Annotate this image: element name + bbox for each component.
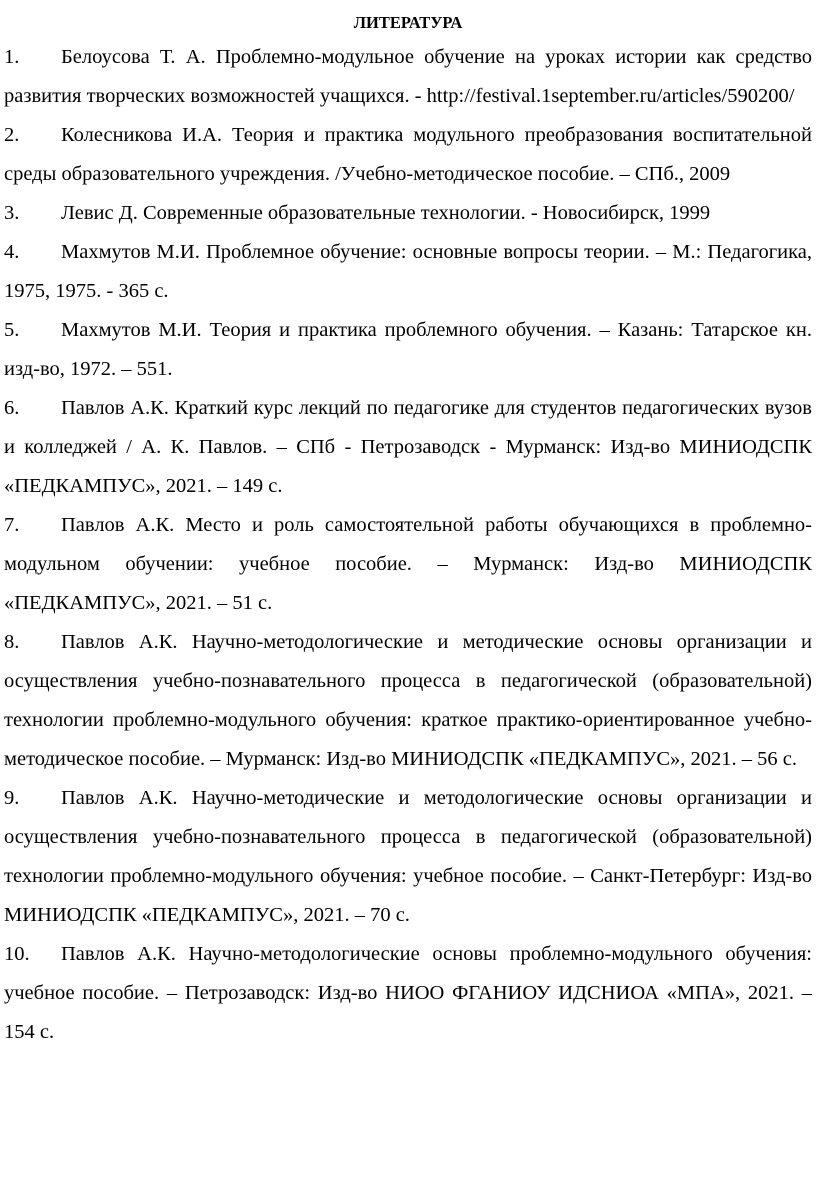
- reference-item: [4, 194, 812, 233]
- reference-number: 6.: [4, 397, 20, 419]
- reference-text: Павлов А.К. Научно-методологические основы проблемно-модульного обучения: учебное пособие. – Петрозаводск: Изд-во НИОО ФГАНИОУ ИДСНИОА «МПА», 2021. – 154 с.: [4, 943, 812, 1043]
- reference-text: Махмутов М.И. Проблемное обучение: основные вопросы теории. – М.: Педагогика, 1975, 1975. - 365 с.: [4, 241, 812, 302]
- reference-number: 2.: [4, 124, 20, 146]
- reference-text: Колесникова И.А. Теория и практика модульного преобразования воспитательной среды образовательного учреждения. /Учебно-методическое пособие. – СПб., 2009: [4, 124, 812, 185]
- reference-item: [4, 38, 812, 116]
- reference-text: Белоусова Т. А. Проблемно-модульное обучение на уроках истории как средство развития творческих возможностей учащихся. - http://festival.1september.ru/articles/590200/: [4, 46, 812, 107]
- reference-number: 8.: [4, 631, 20, 653]
- reference-item: [4, 116, 812, 194]
- reference-item: [4, 935, 812, 1052]
- reference-item: [4, 779, 812, 935]
- reference-item: [4, 623, 812, 779]
- reference-number: 1.: [4, 46, 20, 68]
- reference-number: 7.: [4, 514, 20, 536]
- reference-item: [4, 233, 812, 311]
- reference-item: [4, 506, 812, 623]
- page-title: ЛИТЕРАТУРА: [353, 13, 463, 32]
- reference-item: [4, 389, 812, 506]
- reference-text: Павлов А.К. Место и роль самостоятельной работы обучающихся в проблемно-модульном обучении: учебное пособие. – Мурманск: Изд-во МИНИОДСПК «ПЕДКАМПУС», 2021. – 51 с.: [4, 514, 812, 614]
- reference-number: 9.: [4, 787, 20, 809]
- reference-number: 4.: [4, 241, 20, 263]
- reference-number: 5.: [4, 319, 20, 341]
- reference-text: Махмутов М.И. Теория и практика проблемного обучения. – Казань: Татарское кн. изд-во, 1972. – 551.: [4, 319, 812, 380]
- reference-item: [4, 311, 812, 389]
- reference-number: 10.: [4, 943, 30, 965]
- reference-text: Павлов А.К. Научно-методические и методологические основы организации и осуществления учебно-познавательного процесса в педагогической (образовательной) технологии проблемно-модульного обучения: учебное пособие. – Санкт-Петербург: Изд-во МИНИОДСПК «ПЕДКАМПУС», 2021. – 70 с.: [4, 787, 812, 926]
- reference-number: 3.: [4, 202, 20, 224]
- reference-list: [4, 38, 812, 1052]
- reference-text: Павлов А.К. Научно-методологические и методические основы организации и осуществления учебно-познавательного процесса в педагогической (образовательной) технологии проблемно-модульного обучения: краткое практико-ориентированное учебно-методическое пособие. – Мурманск: Изд-во МИНИОДСПК «ПЕДКАМПУС», 2021. – 56 с.: [4, 631, 812, 770]
- reference-text: Павлов А.К. Краткий курс лекций по педагогике для студентов педагогических вузов и колледжей / А. К. Павлов. – СПб - Петрозаводск - Мурманск: Изд-во МИНИОДСПК «ПЕДКАМПУС», 2021. – 149 с.: [4, 397, 812, 497]
- reference-text: Левис Д. Современные образовательные технологии. - Новосибирск, 1999: [61, 202, 711, 224]
